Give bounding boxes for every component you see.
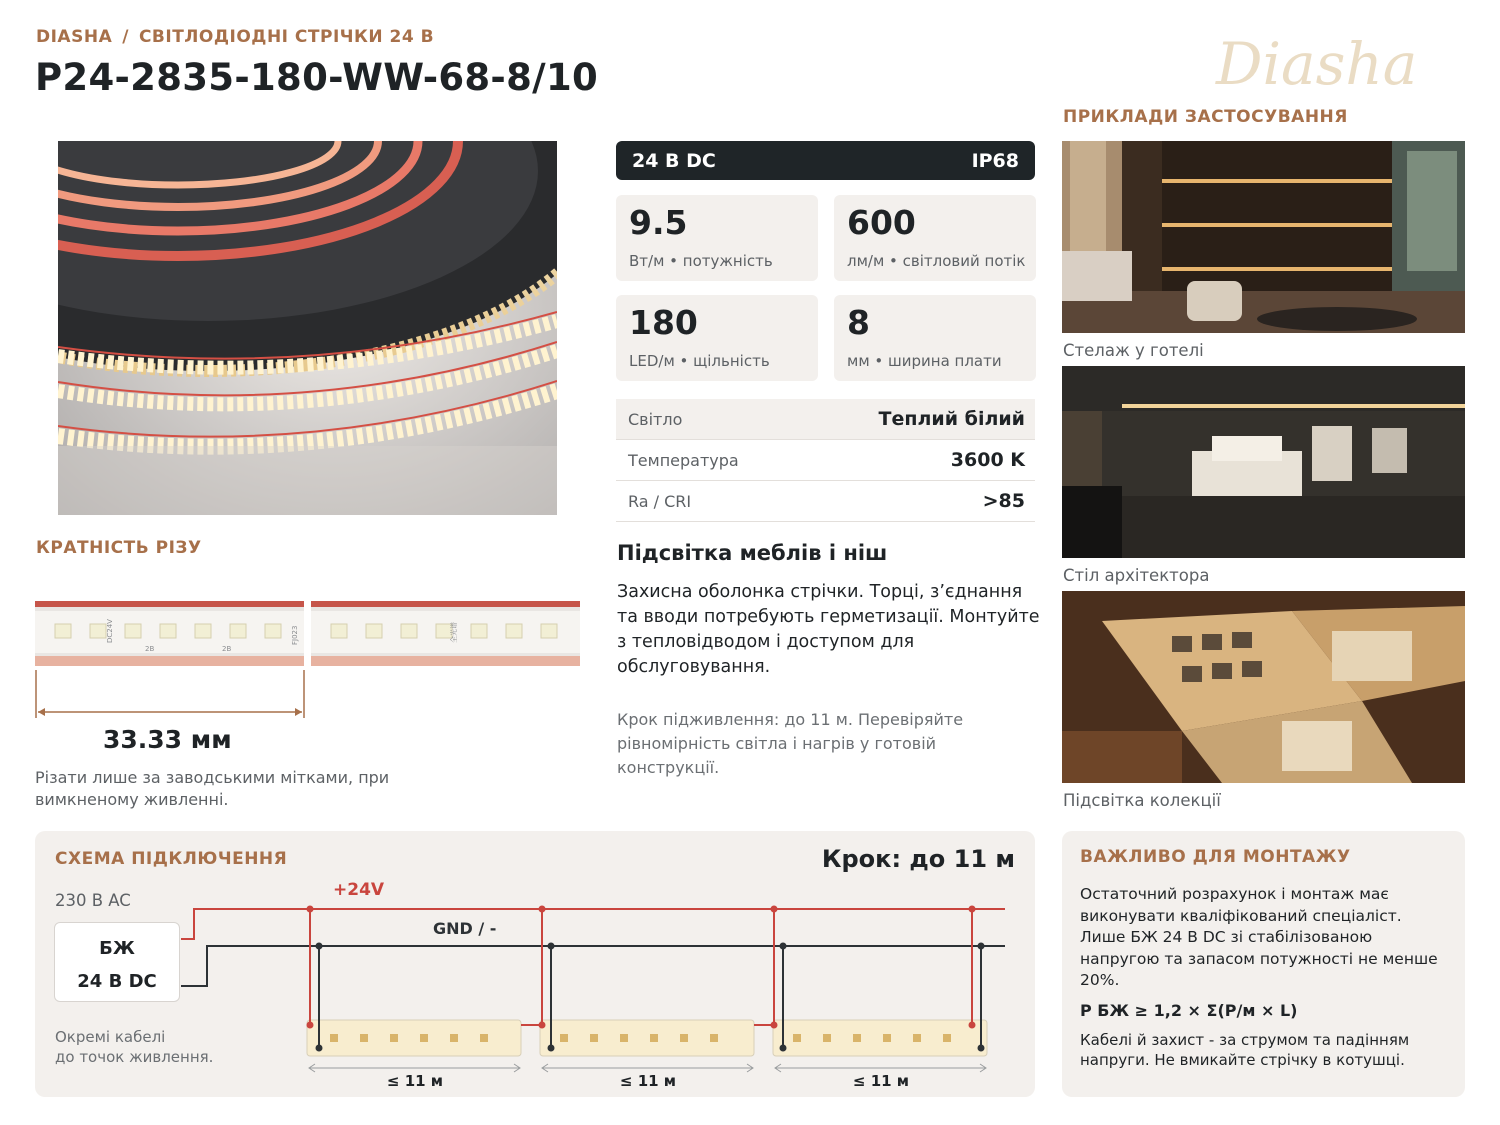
segment-length: ≤ 11 м (852, 1072, 910, 1090)
property-row-cri (616, 481, 1035, 522)
application-photo-collection[interactable] (1062, 591, 1465, 783)
led-segment-1 (307, 1020, 521, 1056)
strip-mark-fj023: FJ023 (291, 625, 299, 645)
strip-mark-2b: 2B (222, 645, 232, 653)
usage-note: Крок підживлення: до 11 м. Перевіряйте рівномірність світла і нагрів у готовій конструкції. (617, 710, 964, 777)
ground-line-label: GND / - (433, 919, 497, 938)
install-formula: P БЖ ≥ 1,2 × Σ(P/м × L) (1080, 1000, 1298, 1020)
metric-value: 180 (629, 303, 698, 342)
application-caption: Підсвітка колекції (1063, 791, 1221, 810)
logo-text: Diasha (1216, 30, 1418, 98)
install-paragraph: Остаточний розрахунок і монтаж має виконувати кваліфікований спеціаліст. Лише БЖ 24 В DC зі стабілізованою напругою та запасом потужності не менше 20%. (1080, 885, 1438, 989)
applications-label: ПРИКЛАДИ ЗАСТОСУВАННЯ (1063, 107, 1348, 127)
application-photo-architect-desk[interactable] (1062, 366, 1465, 558)
wiring-step: Крок: до 11 м (821, 845, 1015, 873)
property-key: Температура (628, 450, 739, 470)
cable-note (55, 1027, 213, 1067)
cut-section-label: КРАТНІСТЬ РІЗУ (36, 538, 202, 558)
property-row-light (616, 399, 1035, 440)
metric-unit: мм • ширина плати (847, 352, 1002, 370)
metric-value: 8 (847, 303, 870, 342)
wiring-panel (35, 831, 1035, 1097)
metric-luminous-flux (834, 195, 1036, 281)
wiring-label: СХЕМА ПІДКЛЮЧЕННЯ (55, 849, 288, 869)
property-key: Ra / CRI (628, 491, 692, 511)
ip-rating: IP68 (971, 149, 1019, 172)
install-panel (1062, 831, 1465, 1097)
cut-dimension-line (35, 670, 305, 720)
install-label: ВАЖЛИВО ДЛЯ МОНТАЖУ (1080, 847, 1351, 867)
breadcrumb-brand[interactable]: DIASHA (36, 27, 113, 47)
metric-board-width (834, 295, 1036, 381)
strip-mark-dc24v: DC24V (106, 619, 114, 643)
metric-value: 600 (847, 203, 916, 242)
cable-note-line: до точок живлення. (55, 1048, 214, 1066)
voltage-value: 24 В DC (632, 149, 716, 172)
wiring-ac-input: 230 В AC (55, 891, 131, 910)
brand-logo (1212, 22, 1452, 102)
breadcrumb-category[interactable]: СВІТЛОДІОДНІ СТРІЧКИ 24 В (138, 27, 435, 47)
cable-note-line: Окремі кабелі (55, 1028, 166, 1046)
led-segment-3 (773, 1020, 987, 1056)
product-photo (58, 141, 557, 515)
application-caption: Стіл архітектора (1063, 566, 1210, 585)
property-value: >85 (982, 490, 1025, 512)
strip-closeup-right (311, 601, 580, 666)
property-value: 3600 K (950, 449, 1025, 471)
segment-length: ≤ 11 м (619, 1072, 677, 1090)
usage-title: Підсвітка меблів і ніш (617, 541, 888, 565)
strip-mark-2b: 2B (145, 645, 155, 653)
application-photo-hotel[interactable] (1062, 141, 1465, 333)
strip-mark-full-spectrum: 全光谱 (450, 622, 458, 643)
property-row-temperature (616, 440, 1035, 481)
metric-unit: LED/м • щільність (629, 352, 770, 370)
metric-unit: лм/м • світловий потік (847, 252, 1026, 270)
spec-bar (616, 141, 1035, 180)
positive-line-label: +24V (333, 880, 385, 900)
page-title: P24-2835-180-WW-68-8/10 (35, 56, 599, 99)
properties-table (616, 399, 1035, 522)
power-supply-box (54, 922, 180, 1002)
application-caption: Стелаж у готелі (1063, 341, 1204, 360)
metric-unit: Вт/м • потужність (629, 252, 773, 270)
property-value: Теплий білий (878, 408, 1025, 430)
install-paragraph: Кабелі й захист - за струмом та падінням напруги. Не вмикайте стрічку в котушці. (1080, 1030, 1410, 1069)
usage-text: Захисна оболонка стрічки. Торці, з’єднання та вводи потребують герметизації. Монтуйте з тепловідводом і доступом для обслуговування. (617, 582, 1040, 677)
cut-value: 33.33 мм (103, 725, 232, 754)
strip-closeup-left (35, 601, 304, 666)
metric-power (616, 195, 818, 281)
psu-voltage: 24 В DC (77, 971, 157, 992)
psu-label: БЖ (99, 938, 135, 959)
breadcrumb-separator: / (122, 27, 129, 47)
metric-density (616, 295, 818, 381)
breadcrumb (36, 27, 434, 47)
segment-length: ≤ 11 м (386, 1072, 444, 1090)
property-key: Світло (628, 409, 683, 429)
cut-note: Різати лише за заводськими мітками, при вимкненому живленні. (35, 768, 390, 809)
led-segment-2 (540, 1020, 754, 1056)
metric-value: 9.5 (629, 203, 688, 242)
